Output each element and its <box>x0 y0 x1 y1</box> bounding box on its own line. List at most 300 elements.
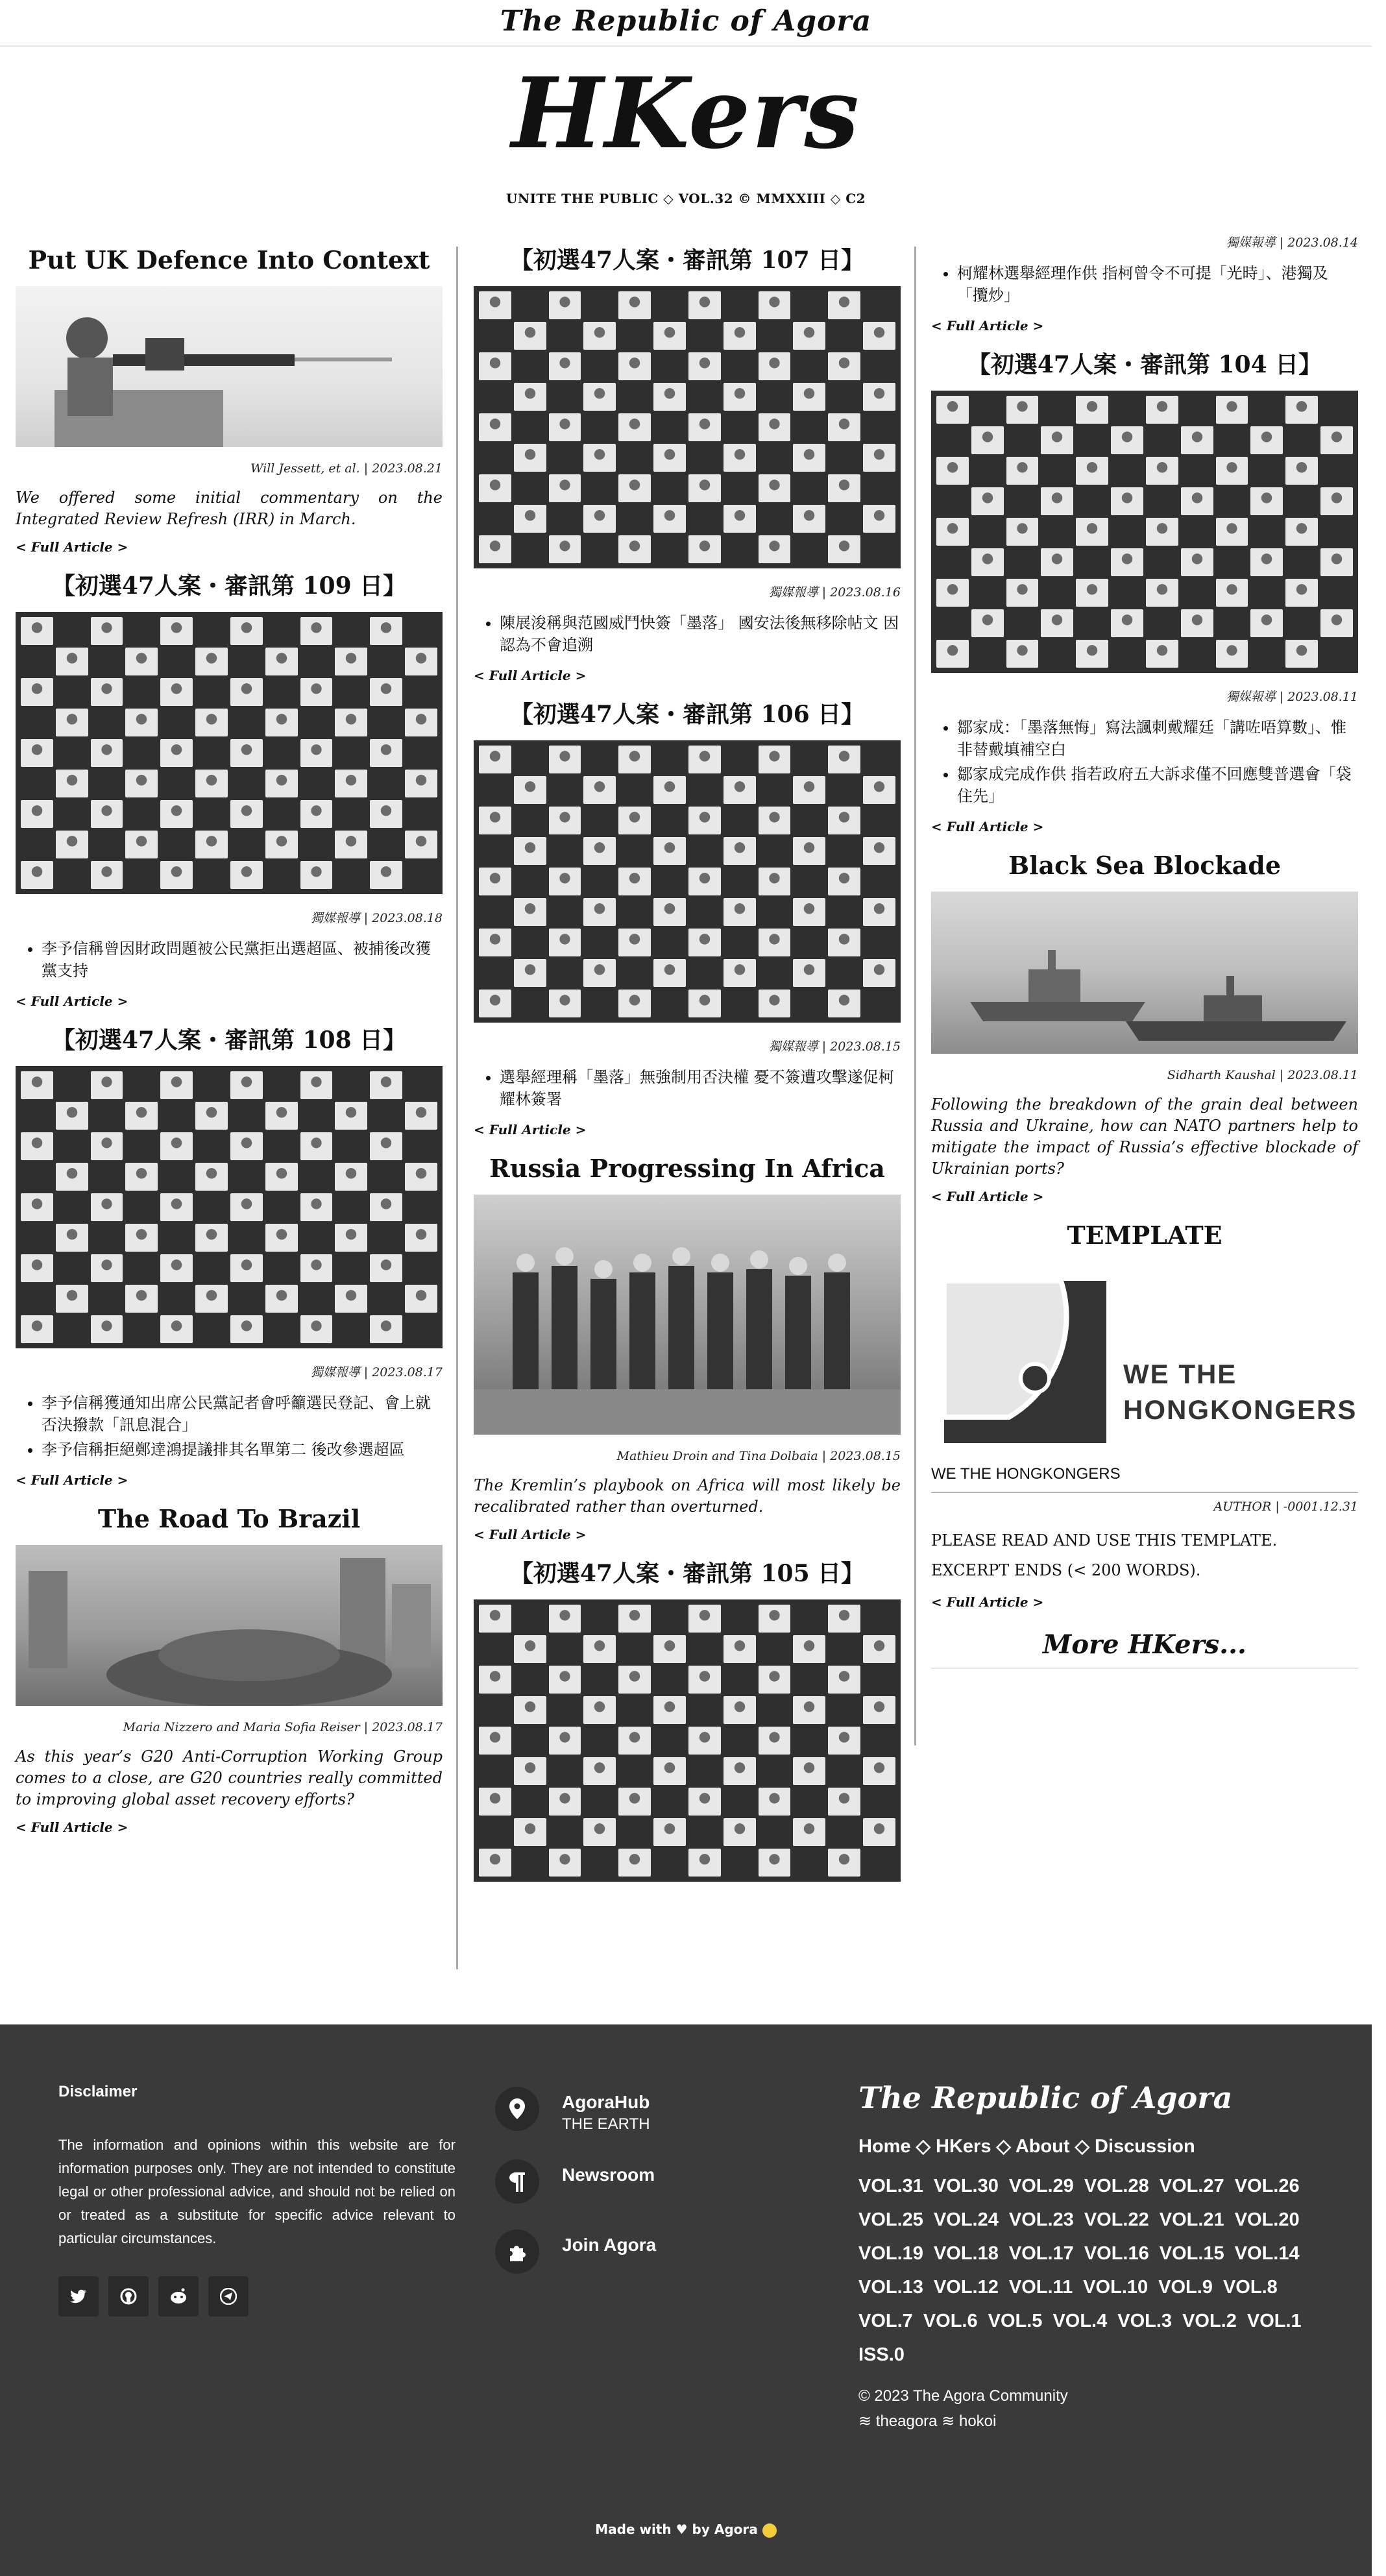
portrait-cell <box>56 1132 88 1160</box>
portrait-cell <box>195 1224 228 1252</box>
portrait-cell <box>1285 548 1318 576</box>
volume-link[interactable]: VOL.23 <box>1008 2209 1074 2230</box>
portrait-cell <box>230 1132 263 1160</box>
made-with-text: by Agora <box>692 2521 758 2537</box>
portrait-cell <box>300 831 333 858</box>
portrait-cell <box>56 770 88 797</box>
full-article-link[interactable]: < Full Article > <box>16 1472 128 1488</box>
portrait-cell <box>1076 548 1108 576</box>
portrait-cell <box>723 1696 756 1724</box>
volume-link[interactable]: VOL.18 <box>933 2243 999 2264</box>
portrait-cell <box>549 1635 581 1663</box>
portrait-cell <box>828 352 860 380</box>
article-title[interactable]: Russia Progressing In Africa <box>489 1154 885 1183</box>
portrait-cell <box>479 1635 511 1663</box>
portrait-cell <box>265 709 298 736</box>
nav-about[interactable]: About <box>1015 2136 1070 2157</box>
portrait-cell <box>583 929 616 956</box>
article-trial-107 <box>474 243 901 683</box>
portrait-cell <box>370 1285 402 1313</box>
article-meta: 獨媒報導 | 2023.08.11 <box>1226 690 1358 704</box>
portrait-cell <box>723 776 756 804</box>
volume-link[interactable]: VOL.16 <box>1084 2243 1149 2264</box>
portrait-cell <box>125 739 158 767</box>
portrait-cell <box>300 1132 333 1160</box>
portrait-cell <box>549 322 581 350</box>
defendants-grid-image[interactable] <box>16 612 443 894</box>
full-article-link[interactable]: < Full Article > <box>474 1527 587 1542</box>
article-meta: Sidharth Kaushal | 2023.08.11 <box>1167 1068 1358 1082</box>
portrait-cell <box>160 1315 193 1343</box>
portrait-cell <box>21 800 53 828</box>
portrait-cell <box>863 776 895 804</box>
volume-link[interactable]: VOL.10 <box>1083 2277 1149 2298</box>
portrait-cell <box>56 1315 88 1343</box>
portrait-cell <box>230 1071 263 1099</box>
portrait-cell <box>125 709 158 736</box>
portrait-cell <box>370 617 402 645</box>
full-article-link[interactable]: < Full Article > <box>474 1122 587 1137</box>
volume-link[interactable]: VOL.22 <box>1084 2209 1149 2230</box>
portrait-cell <box>160 831 193 858</box>
portrait-cell <box>230 1224 263 1252</box>
volume-link[interactable]: VOL.1 <box>1246 2311 1302 2331</box>
portrait-cell <box>793 1635 825 1663</box>
portrait-cell <box>549 1605 581 1633</box>
telegram-button[interactable] <box>208 2276 249 2316</box>
made-with-credit <box>0 2521 1372 2538</box>
article-title[interactable]: 【初選47人案・審訊第 107 日】 <box>509 247 865 274</box>
volume-link[interactable]: VOL.12 <box>933 2277 999 2298</box>
handles[interactable]: ≋ theagora ≋ hokoi <box>858 2412 997 2430</box>
portrait-cell <box>1181 518 1213 546</box>
defendants-grid-image[interactable] <box>474 1599 901 1882</box>
portrait-cell <box>91 1254 123 1282</box>
portrait-cell <box>618 444 651 472</box>
portrait-cell <box>653 413 686 441</box>
portrait-cell <box>1041 426 1073 454</box>
portrait-cell <box>514 837 546 865</box>
portrait-cell <box>863 1666 895 1694</box>
article-uk-defence <box>16 243 443 555</box>
summit-group-photo[interactable] <box>474 1195 901 1435</box>
portrait-cell <box>300 1285 333 1313</box>
portrait-cell <box>583 444 616 472</box>
full-article-link[interactable]: < Full Article > <box>931 1189 1044 1204</box>
portrait-cell <box>863 807 895 834</box>
portrait-cell <box>91 678 123 706</box>
column-3 <box>931 236 1358 1669</box>
portrait-cell <box>1076 518 1108 546</box>
defendants-grid-image[interactable] <box>474 740 901 1023</box>
portrait-cell <box>618 898 651 926</box>
volume-link[interactable]: VOL.17 <box>1008 2243 1074 2264</box>
full-article-link[interactable]: < Full Article > <box>931 318 1044 334</box>
portrait-cell <box>618 352 651 380</box>
portrait-cell <box>759 990 791 1017</box>
nav-home[interactable]: Home <box>858 2136 911 2157</box>
portrait-cell <box>971 640 1004 668</box>
portrait-cell <box>828 1818 860 1846</box>
logo-text-line-2: HONGKONGERS <box>1123 1394 1357 1425</box>
portrait-cell <box>583 1635 616 1663</box>
portrait-cell <box>759 1635 791 1663</box>
portrait-cell <box>514 291 546 319</box>
portrait-cell <box>759 898 791 926</box>
portrait-cell <box>1111 518 1143 546</box>
portrait-cell <box>300 1254 333 1282</box>
portrait-cell <box>549 959 581 987</box>
site-brand[interactable]: The Republic of Agora <box>500 5 872 38</box>
portrait-cell <box>479 990 511 1017</box>
volume-link[interactable]: VOL.25 <box>858 2209 923 2230</box>
portrait-cell <box>370 1224 402 1252</box>
portrait-cell <box>1076 426 1108 454</box>
twitter-icon <box>70 2289 87 2303</box>
nav-hkers[interactable]: HKers <box>936 2136 991 2157</box>
portrait-cell <box>1146 518 1178 546</box>
article-meta: Will Jessett, et al. | 2023.08.21 <box>250 461 443 476</box>
portrait-cell <box>723 1788 756 1816</box>
volume-link[interactable]: VOL.5 <box>988 2311 1043 2331</box>
portrait-cell <box>936 457 969 485</box>
column-1 <box>16 243 443 1849</box>
portrait-cell <box>618 1849 651 1877</box>
portrait-cell <box>688 1635 721 1663</box>
portrait-cell <box>265 1254 298 1282</box>
portrait-cell <box>688 413 721 441</box>
portrait-cell <box>688 535 721 563</box>
portrait-cell <box>793 322 825 350</box>
portrait-cell <box>56 739 88 767</box>
portrait-cell <box>479 1696 511 1724</box>
portrait-cell <box>793 776 825 804</box>
volume-link[interactable]: VOL.14 <box>1234 2243 1300 2264</box>
portrait-cell <box>653 352 686 380</box>
defendants-grid-image[interactable] <box>931 391 1358 673</box>
reddit-button[interactable] <box>158 2276 199 2316</box>
volume-link[interactable]: VOL.9 <box>1158 2277 1213 2298</box>
portrait-cell <box>549 444 581 472</box>
portrait-cell <box>479 474 511 502</box>
portrait-cell <box>160 1071 193 1099</box>
portrait-cell <box>723 1818 756 1846</box>
article-title[interactable]: TEMPLATE <box>1067 1221 1222 1250</box>
portrait-cell <box>828 746 860 773</box>
portrait-cell <box>125 1285 158 1313</box>
article-title[interactable]: 【初選47人案・審訊第 104 日】 <box>967 351 1322 378</box>
github-button[interactable] <box>108 2276 149 2316</box>
portrait-cell <box>91 709 123 736</box>
portrait-cell <box>549 807 581 834</box>
portrait-cell <box>793 291 825 319</box>
portrait-cell <box>125 861 158 889</box>
portrait-cell <box>723 413 756 441</box>
portrait-cell <box>618 1635 651 1663</box>
portrait-cell <box>91 1193 123 1221</box>
portrait-cell <box>265 800 298 828</box>
portrait-cell <box>793 1818 825 1846</box>
volume-link[interactable]: VOL.27 <box>1159 2176 1224 2196</box>
nav-discussion[interactable]: Discussion <box>1095 2136 1195 2157</box>
portrait-cell <box>688 322 721 350</box>
site-logo[interactable]: HKers <box>511 56 860 171</box>
volume-link[interactable]: VOL.4 <box>1052 2311 1108 2331</box>
footer-links <box>495 2087 656 2300</box>
tagline: UNITE THE PUBLIC ◇ VOL.32 © MMXXIII ◇ C2 <box>505 191 866 206</box>
portrait-cell <box>1006 487 1039 515</box>
portrait-cell <box>230 861 263 889</box>
portrait-cell <box>514 746 546 773</box>
portrait-cell <box>723 746 756 773</box>
portrait-cell <box>125 617 158 645</box>
portrait-cell <box>793 929 825 956</box>
full-article-link[interactable]: < Full Article > <box>16 993 128 1009</box>
portrait-cell <box>514 929 546 956</box>
portrait-cell <box>549 474 581 502</box>
portrait-cell <box>1320 640 1353 668</box>
portrait-cell <box>828 1605 860 1633</box>
disclaimer-title: Disclaimer <box>58 2083 138 2100</box>
portrait-cell <box>125 1102 158 1130</box>
portrait-cell <box>21 1315 53 1343</box>
full-article-link[interactable]: < Full Article > <box>931 819 1044 834</box>
volume-link[interactable]: ISS.0 <box>858 2344 905 2365</box>
portrait-cell <box>91 1163 123 1191</box>
portrait-cell <box>653 1666 686 1694</box>
portrait-cell <box>863 1849 895 1877</box>
portrait-cell <box>1216 609 1248 637</box>
portrait-cell <box>828 1696 860 1724</box>
volume-link[interactable]: VOL.3 <box>1117 2311 1173 2331</box>
portrait-cell <box>1041 457 1073 485</box>
portrait-cell <box>793 959 825 987</box>
portrait-cell <box>618 535 651 563</box>
portrait-cell <box>1181 426 1213 454</box>
portrait-cell <box>265 861 298 889</box>
volume-link[interactable]: VOL.30 <box>933 2176 999 2196</box>
portrait-cell <box>265 739 298 767</box>
portrait-cell <box>1181 579 1213 607</box>
portrait-cell <box>863 1635 895 1663</box>
article-title[interactable]: The Road To Brazil <box>97 1504 361 1533</box>
portrait-cell <box>688 807 721 834</box>
portrait-cell <box>1006 579 1039 607</box>
portrait-cell <box>405 1193 437 1221</box>
portrait-cell <box>300 617 333 645</box>
warships-photo[interactable] <box>931 892 1358 1054</box>
portrait-cell <box>1146 487 1178 515</box>
portrait-cell <box>828 990 860 1017</box>
newsroom-link[interactable] <box>495 2159 656 2204</box>
portrait-cell <box>688 1757 721 1785</box>
portrait-cell <box>863 505 895 533</box>
portrait-cell <box>863 413 895 441</box>
portrait-cell <box>195 1193 228 1221</box>
portrait-cell <box>793 1605 825 1633</box>
volume-link[interactable]: VOL.19 <box>858 2243 923 2264</box>
portrait-cell <box>300 648 333 675</box>
portrait-cell <box>1181 609 1213 637</box>
portrait-cell <box>1076 579 1108 607</box>
portrait-cell <box>195 800 228 828</box>
portrait-cell <box>370 861 402 889</box>
defendants-grid-image[interactable] <box>474 286 901 568</box>
portrait-cell <box>688 898 721 926</box>
volume-link[interactable]: VOL.20 <box>1234 2209 1300 2230</box>
group-illustration <box>474 1195 901 1435</box>
portrait-cell <box>1111 640 1143 668</box>
portrait-cell <box>195 678 228 706</box>
portrait-cell <box>1006 518 1039 546</box>
portrait-cell <box>828 474 860 502</box>
article-title[interactable]: Black Sea Blockade <box>1008 851 1282 880</box>
portrait-cell <box>514 1788 546 1816</box>
portrait-cell <box>56 617 88 645</box>
portrait-cell <box>688 1788 721 1816</box>
portrait-cell <box>91 1285 123 1313</box>
portrait-cell <box>125 1224 158 1252</box>
article-title[interactable]: 【初選47人案・審訊第 106 日】 <box>509 701 865 728</box>
article-title[interactable]: Put UK Defence Into Context <box>28 245 430 274</box>
bullet-item: • 鄒家成：「墨落無悔」寫法諷刺戴耀廷「講咗唔算數」、惟非替戴填補空白 <box>957 716 1358 760</box>
volume-link[interactable]: VOL.8 <box>1222 2277 1278 2298</box>
full-article-link[interactable]: < Full Article > <box>931 1594 1044 1610</box>
portrait-cell <box>653 776 686 804</box>
portrait-cell <box>405 678 437 706</box>
portrait-cell <box>793 444 825 472</box>
article-title[interactable]: 【初選47人案・審訊第 105 日】 <box>509 1560 865 1587</box>
volume-link[interactable]: VOL.31 <box>858 2176 923 2196</box>
article-bullets <box>957 262 1358 306</box>
article-title[interactable]: 【初選47人案・審訊第 109 日】 <box>51 572 407 600</box>
footer-brand[interactable]: The Republic of Agora <box>858 2080 1233 2115</box>
portrait-cell <box>265 831 298 858</box>
portrait-cell <box>405 617 437 645</box>
portrait-cell <box>160 1224 193 1252</box>
portrait-cell <box>828 776 860 804</box>
portrait-cell <box>653 898 686 926</box>
volume-link[interactable]: VOL.29 <box>1008 2176 1074 2196</box>
portrait-cell <box>1041 487 1073 515</box>
portrait-cell <box>160 678 193 706</box>
portrait-cell <box>1320 579 1353 607</box>
portrait-cell <box>479 1788 511 1816</box>
portrait-cell <box>828 1727 860 1755</box>
portrait-cell <box>583 837 616 865</box>
portrait-cell <box>479 807 511 834</box>
volume-link[interactable]: VOL.28 <box>1084 2176 1149 2196</box>
portrait-cell <box>793 535 825 563</box>
portrait-cell <box>370 739 402 767</box>
portrait-cell <box>688 776 721 804</box>
volume-link[interactable]: VOL.2 <box>1182 2311 1237 2331</box>
portrait-cell <box>230 831 263 858</box>
volume-link[interactable]: VOL.24 <box>933 2209 999 2230</box>
portrait-cell <box>21 1224 53 1252</box>
telegram-icon <box>220 2288 237 2305</box>
volume-link[interactable]: VOL.26 <box>1234 2176 1300 2196</box>
more-hkers-link[interactable]: More HKers... <box>931 1629 1358 1669</box>
portrait-cell <box>265 770 298 797</box>
volume-link[interactable]: VOL.15 <box>1159 2243 1224 2264</box>
portrait-cell <box>863 474 895 502</box>
portrait-cell <box>583 1696 616 1724</box>
soldier-photo[interactable] <box>16 286 443 447</box>
nav-separator: ◇ <box>1075 2136 1089 2157</box>
volume-link[interactable]: VOL.13 <box>858 2277 923 2298</box>
portrait-cell <box>793 1849 825 1877</box>
portrait-cell <box>1111 548 1143 576</box>
portrait-cell <box>300 1163 333 1191</box>
portrait-cell <box>479 959 511 987</box>
portrait-cell <box>21 1163 53 1191</box>
portrait-cell <box>723 807 756 834</box>
portrait-cell <box>160 1102 193 1130</box>
portrait-cell <box>653 868 686 895</box>
bullet-item: • 陳展浚稱與范國威鬥快簽「墨落」 國安法後無移除帖文 因認為不會追溯 <box>500 612 901 656</box>
portrait-cell <box>1320 457 1353 485</box>
portrait-cell <box>549 1788 581 1816</box>
portrait-cell <box>759 1696 791 1724</box>
article-title[interactable]: 【初選47人案・審訊第 108 日】 <box>51 1027 407 1054</box>
portrait-cell <box>1320 396 1353 424</box>
portrait-cell <box>21 648 53 675</box>
agorahub-link[interactable] <box>495 2087 656 2133</box>
portrait-cell <box>688 383 721 411</box>
join-agora-link[interactable] <box>495 2230 656 2274</box>
portrait-cell <box>1076 609 1108 637</box>
portrait-cell <box>936 426 969 454</box>
portrait-cell <box>549 746 581 773</box>
portrait-cell <box>618 807 651 834</box>
portrait-cell <box>335 1193 367 1221</box>
article-meta: 獨媒報導 | 2023.08.16 <box>768 585 901 600</box>
portrait-cell <box>549 535 581 563</box>
portrait-cell <box>793 1696 825 1724</box>
portrait-cell <box>230 617 263 645</box>
portrait-cell <box>335 739 367 767</box>
volume-link[interactable]: VOL.6 <box>923 2311 978 2331</box>
portrait-cell <box>618 1727 651 1755</box>
full-article-link[interactable]: < Full Article > <box>16 1819 128 1835</box>
portrait-cell <box>300 1193 333 1221</box>
portrait-cell <box>479 1818 511 1846</box>
portrait-cell <box>370 800 402 828</box>
volume-link[interactable]: VOL.7 <box>858 2311 913 2331</box>
portrait-cell <box>1250 609 1283 637</box>
volume-link[interactable]: VOL.21 <box>1159 2209 1224 2230</box>
portrait-cell <box>160 1193 193 1221</box>
defendants-grid-image[interactable] <box>16 1066 443 1348</box>
full-article-link[interactable]: < Full Article > <box>16 539 128 555</box>
coins-city-photo[interactable] <box>16 1545 443 1706</box>
we-the-hongkongers-logo[interactable] <box>931 1261 1358 1456</box>
portrait-cell <box>793 1788 825 1816</box>
puzzle-icon <box>495 2230 539 2274</box>
portrait-cell <box>56 1285 88 1313</box>
full-article-link[interactable]: < Full Article > <box>474 668 587 683</box>
volume-link[interactable]: VOL.11 <box>1008 2277 1073 2298</box>
portrait-cell <box>971 548 1004 576</box>
portrait-cell <box>688 929 721 956</box>
portrait-cell <box>195 831 228 858</box>
portrait-cell <box>514 898 546 926</box>
twitter-button[interactable] <box>58 2276 99 2316</box>
portrait-cell <box>549 898 581 926</box>
portrait-cell <box>549 868 581 895</box>
portrait-cell <box>618 1818 651 1846</box>
